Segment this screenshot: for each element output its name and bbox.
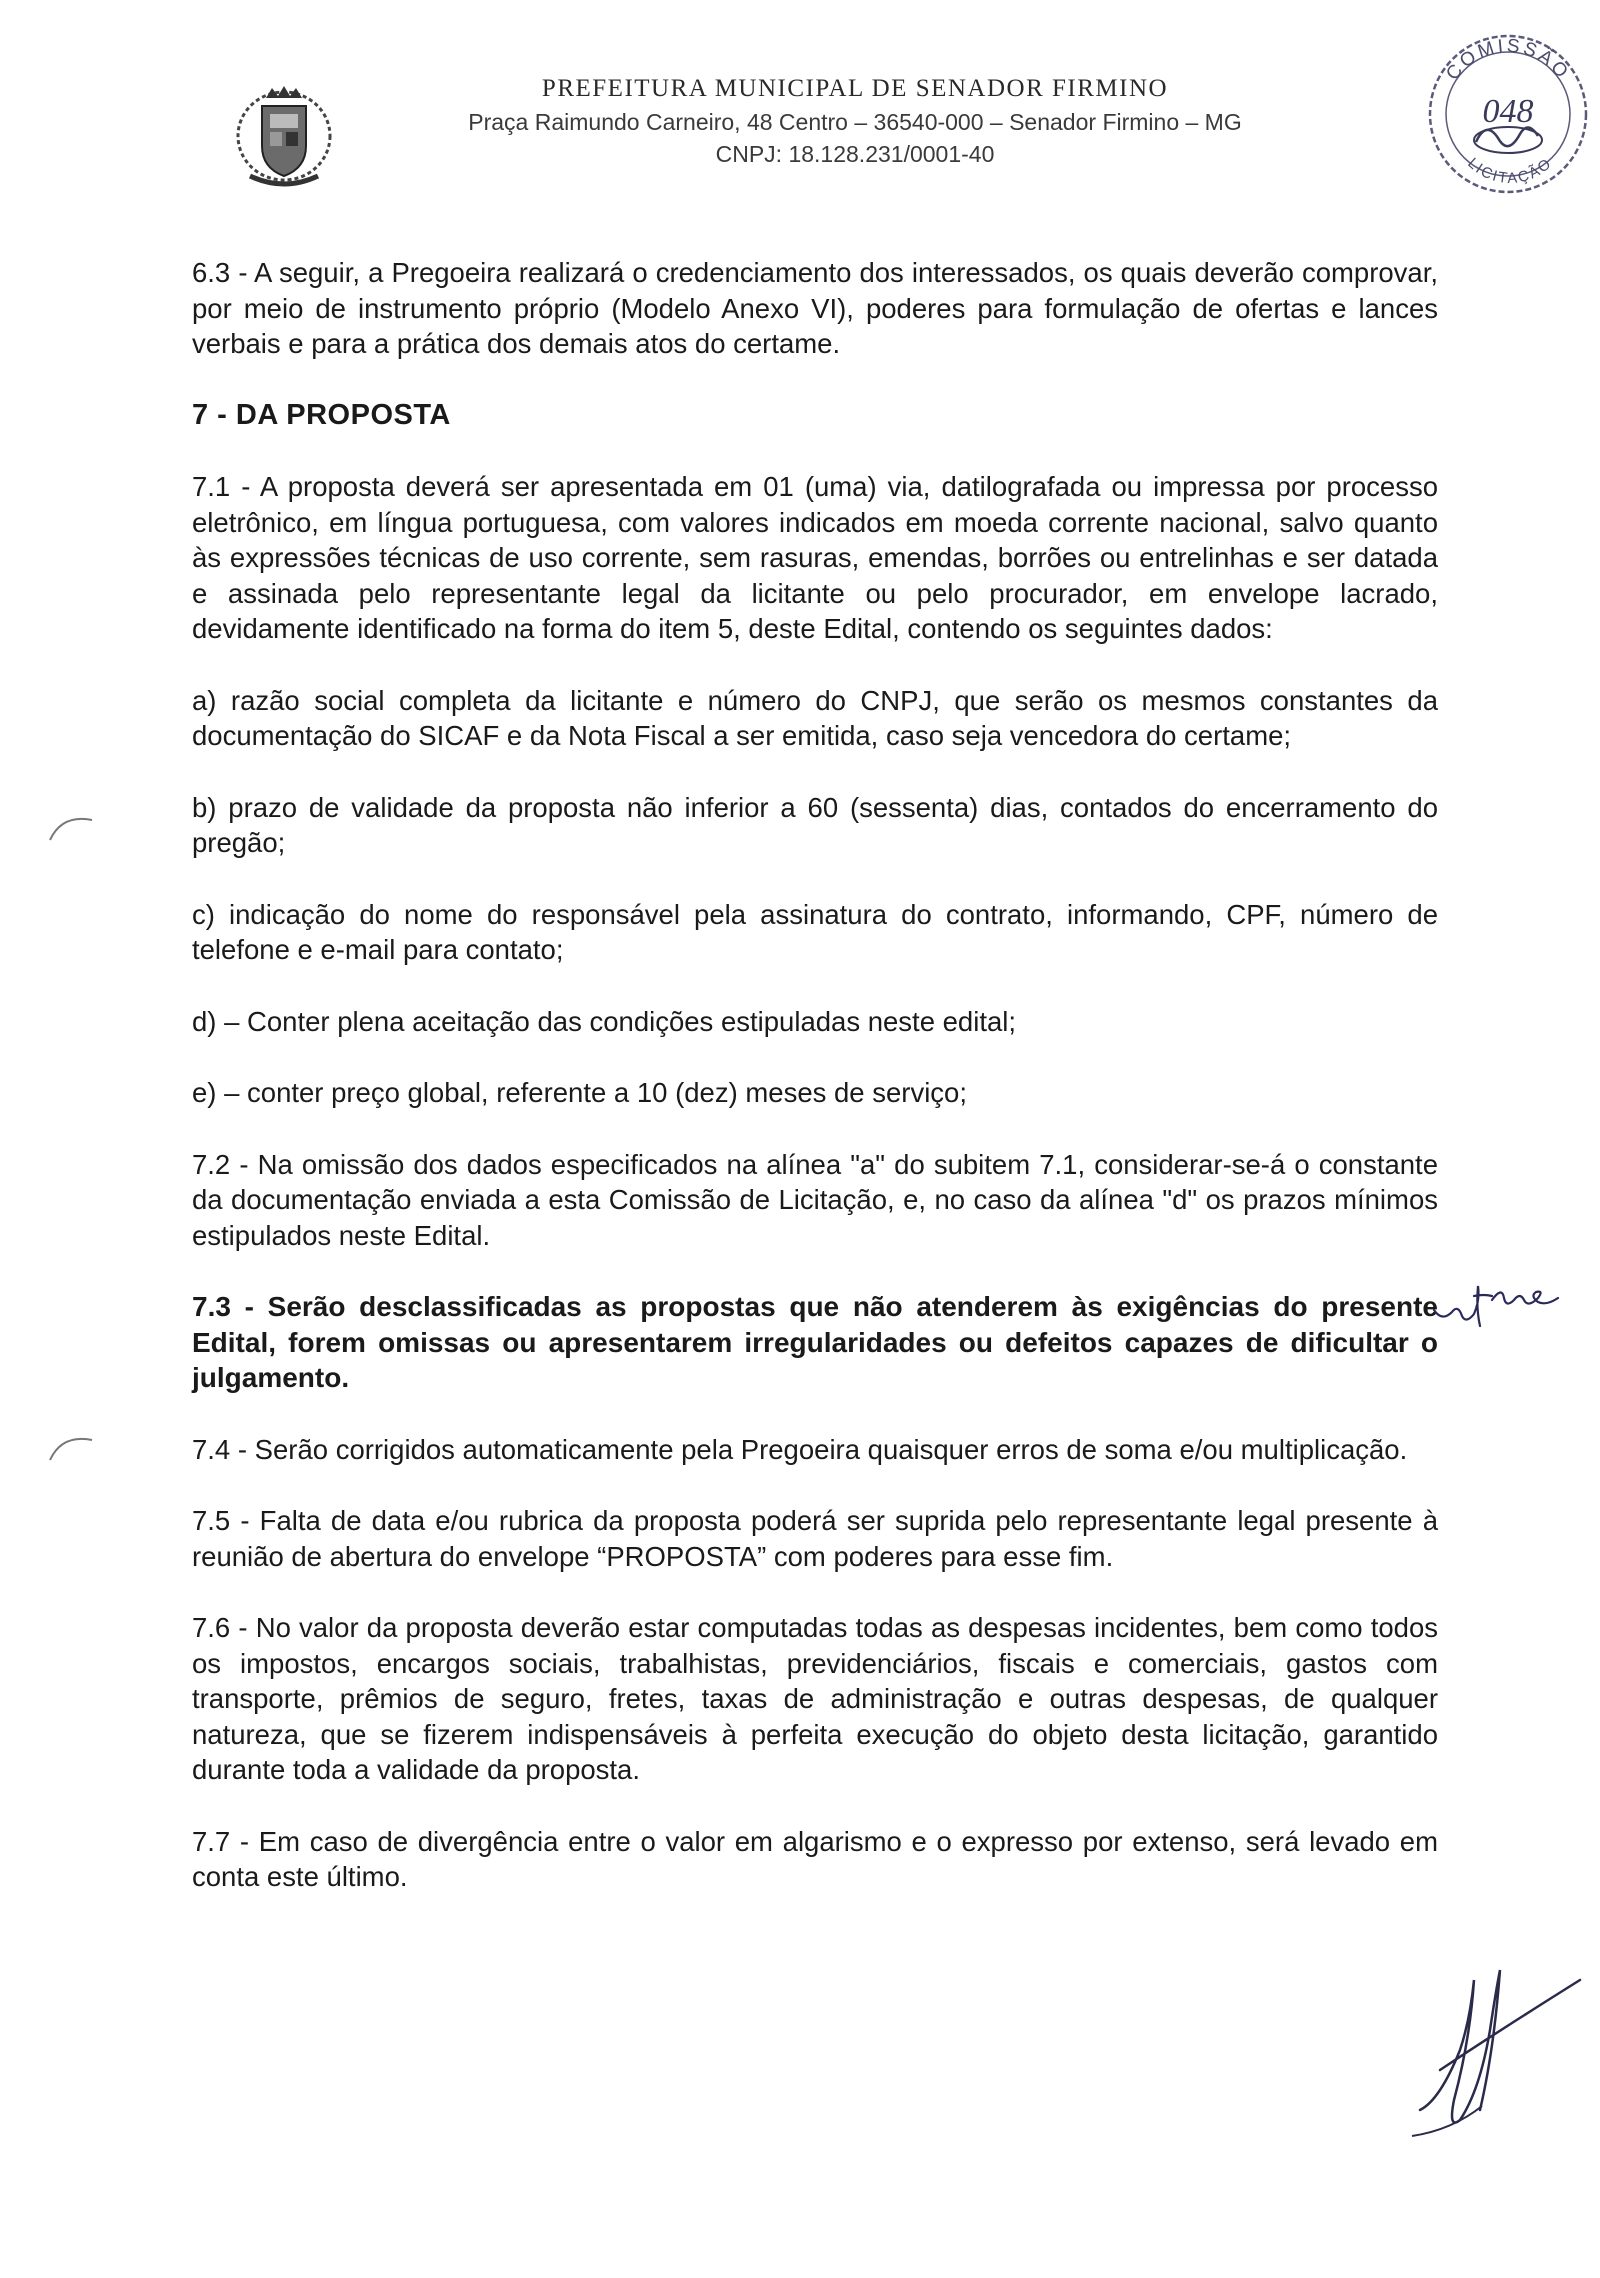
svg-text:COMISSÃO xyxy=(1442,36,1573,85)
item-d: d) – Conter plena aceitação das condições estipuladas neste edital; xyxy=(192,1005,1017,1037)
paragraph-7-4: 7.4 - Serão corrigidos automaticamente pela Pregoeira quaisquer erros de soma e/ou multiplicação. xyxy=(192,1433,1408,1465)
paragraph-7-2: 7.2 - Na omissão dos dados especificados na alínea "a" do subitem 7.1, considerar-se-á o constante da documentação enviada a esta Comissão de Licitação, e, no caso da alínea "d" os prazos mínimos estipulados neste Edital. xyxy=(192,1148,1438,1251)
letterhead xyxy=(330,72,1380,170)
document-body xyxy=(192,255,1438,1931)
stamp-top-text: COMISSÃO xyxy=(1442,35,1574,85)
section-heading-proposta: 7 - DA PROPOSTA xyxy=(192,398,451,431)
handwritten-signature xyxy=(1410,1960,1590,2150)
commission-stamp xyxy=(1418,22,1598,202)
paragraph-6-3: 6.3 - A seguir, a Pregoeira realizará o credenciamento dos interessados, os quais deverão comprovar, por meio de instrumento próprio (Modelo Anexo VI), poderes para formulação de ofertas e lances verbais e para a prática dos demais atos do certame. xyxy=(192,257,1438,359)
paragraph-7-5: 7.5 - Falta de data e/ou rubrica da proposta poderá ser suprida pelo representante legal presente à reunião de abertura do envelope “PROPOSTA” com poderes para esse fim. xyxy=(192,1505,1438,1572)
item-a: a) razão social completa da licitante e número do CNPJ, que serão os mesmos constantes da documentação do SICAF e da Nota Fiscal a ser emitida, caso seja vencedora do certame; xyxy=(192,684,1438,751)
organization-address: Praça Raimundo Carneiro, 48 Centro – 36540-000 – Senador Firmino – MG xyxy=(468,109,1242,135)
organization-name: PREFEITURA MUNICIPAL DE SENADOR FIRMINO xyxy=(541,75,1169,102)
stamp-page-number: 048 xyxy=(1482,93,1534,130)
svg-text:LICITAÇÃO xyxy=(1464,155,1555,188)
municipal-crest-logo xyxy=(228,76,340,194)
paragraph-7-6: 7.6 - No valor da proposta deverão estar computadas todas as despesas incidentes, bem como todos os impostos, encargos sociais, trabalhistas, previdenciários, fiscais e comerciais, gastos com transporte, prêmios de seguro, fretes, taxas de administração e outras despesas, de qualquer natureza, que se fizerem indispensáveis à perfeita execução do objeto desta licitação, garantido durante toda a validade da proposta. xyxy=(192,1612,1438,1785)
paragraph-7-3: 7.3 - Serão desclassificadas as propostas que não atenderem às exigências do presente Edital, forem omissas ou apresentarem irregularidades ou defeitos capazes de dificultar o julgamento. xyxy=(192,1291,1438,1393)
punch-hole-mark-icon xyxy=(42,806,102,846)
organization-cnpj: CNPJ: 18.128.231/0001-40 xyxy=(715,141,995,167)
item-b: b) prazo de validade da proposta não inferior a 60 (sessenta) dias, contados do encerramento do pregão; xyxy=(192,791,1438,858)
stamp-bottom-text: LICITAÇÃO xyxy=(1464,154,1556,188)
punch-hole-mark-icon xyxy=(42,1426,102,1466)
item-e: e) – conter preço global, referente a 10 (dez) meses de serviço; xyxy=(192,1077,967,1108)
paragraph-7-1: 7.1 - A proposta deverá ser apresentada em 01 (uma) via, datilografada ou impressa por processo eletrônico, em língua portuguesa, com valores indicados em moeda corrente nacional, salvo quanto às expressões técnicas de uso corrente, sem rasuras, emendas, borrões ou entrelinhas e ser datada e assinada pelo representante legal da licitante ou pelo procurador, em envelope lacrado, devidamente identificado na forma do item 5, deste Edital, contendo os seguintes dados: xyxy=(192,471,1438,644)
item-c: c) indicação do nome do responsável pela assinatura do contrato, informando, CPF, número de telefone e e-mail para contato; xyxy=(192,898,1438,965)
paragraph-7-7: 7.7 - Em caso de divergência entre o valor em algarismo e o expresso por extenso, será levado em conta este último. xyxy=(192,1825,1438,1892)
handwritten-rubric xyxy=(1430,1270,1590,1340)
